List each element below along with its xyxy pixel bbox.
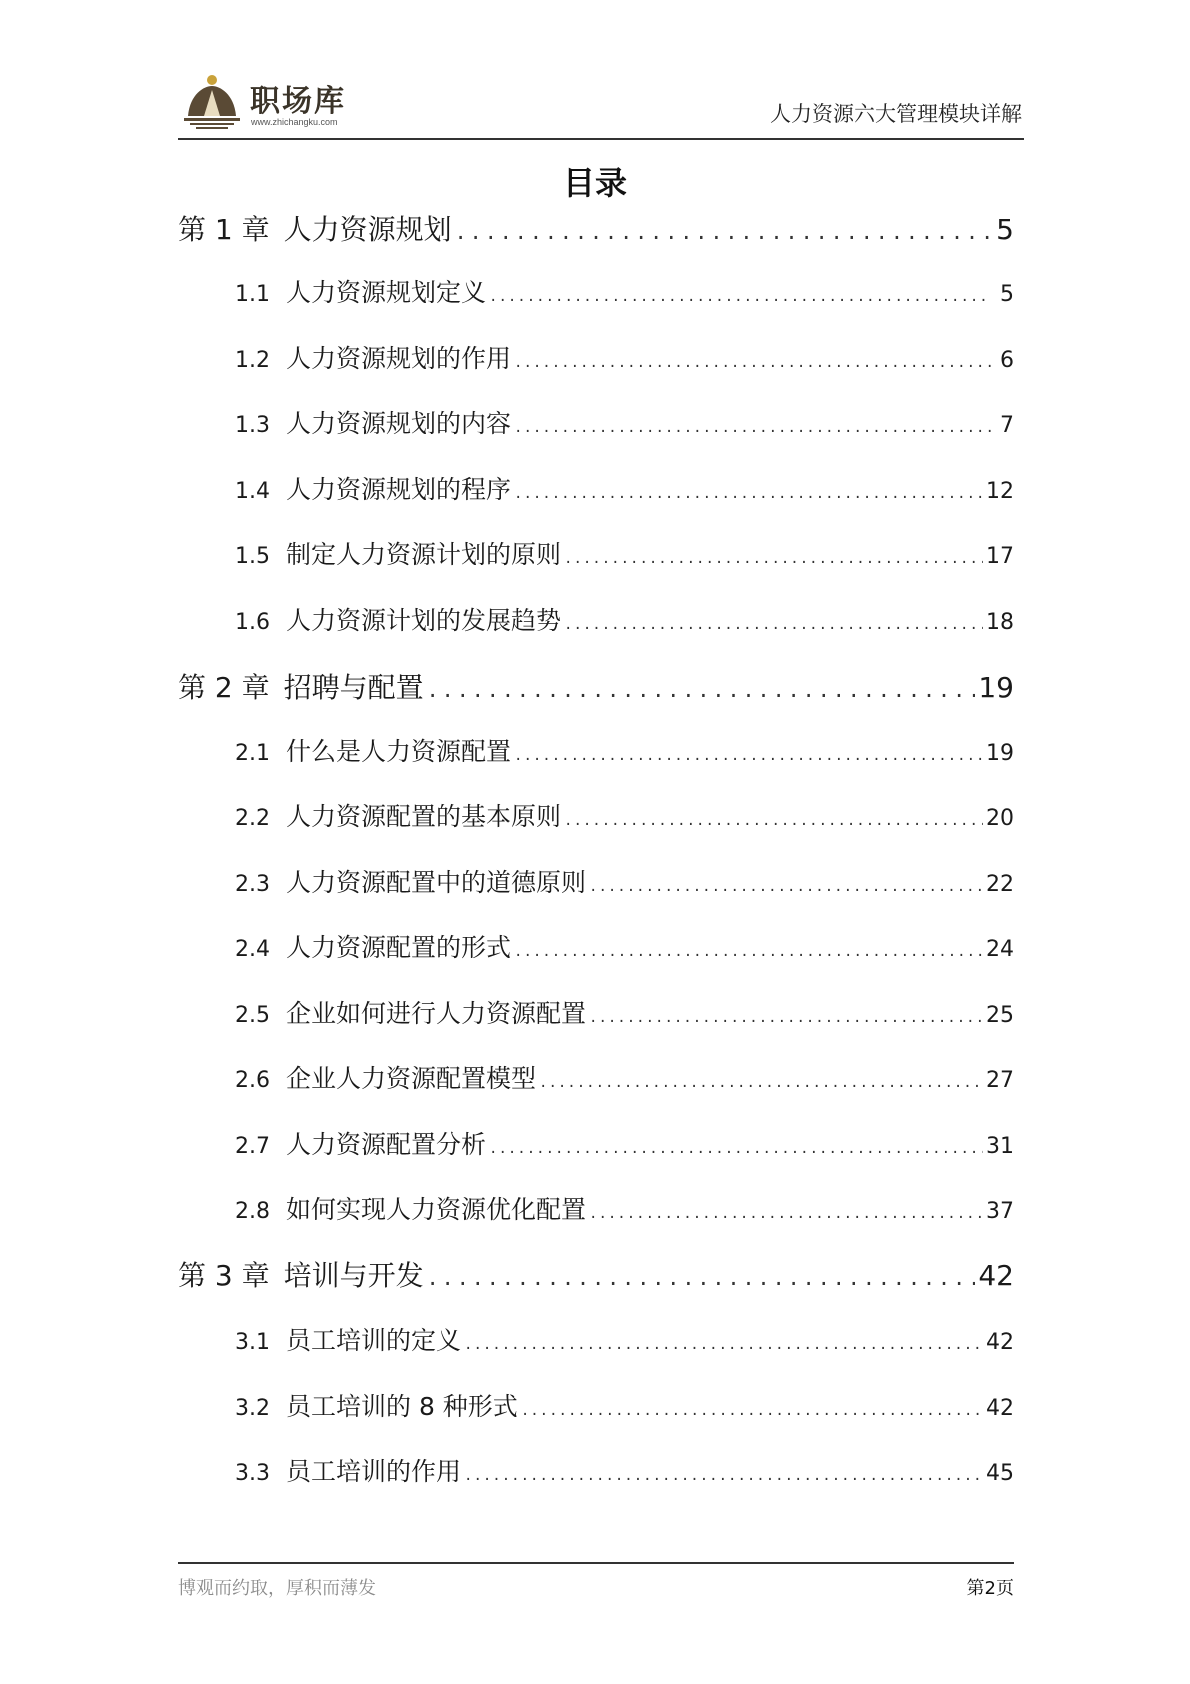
logo-icon: [182, 72, 246, 132]
toc-number: 第 3 章: [178, 1259, 270, 1292]
logo-url: www.zhichangku.com: [251, 117, 338, 127]
toc-page: 7: [1000, 413, 1014, 438]
dot-leader: [521, 1403, 983, 1419]
toc-label: 人力资源规划的内容: [286, 409, 512, 438]
toc-label: 人力资源规划的作用: [286, 344, 512, 373]
toc-label: 人力资源计划的发展趋势: [286, 606, 562, 635]
toc-chapter[interactable]: [178, 666, 1014, 706]
toc-section[interactable]: [235, 1387, 1014, 1423]
toc-label: 培训与开发: [283, 1259, 424, 1292]
logo-text: 职场库: [250, 84, 346, 119]
toc-page: 42: [986, 1330, 1014, 1355]
toc-label: 人力资源规划定义: [286, 278, 487, 307]
toc-number: 1.5: [235, 544, 270, 569]
dot-leader: [455, 220, 991, 244]
dot-leader: [589, 1010, 983, 1026]
logo: [178, 70, 378, 134]
dot-leader: [514, 355, 991, 371]
toc-label: 员工培训的 8 种形式: [286, 1392, 518, 1421]
dot-leader: [589, 1206, 983, 1222]
toc-section[interactable]: [235, 928, 1014, 964]
toc-label: 人力资源配置分析: [286, 1130, 487, 1159]
dot-leader: [514, 748, 983, 764]
dot-leader: [489, 289, 991, 305]
dot-leader: [489, 1141, 983, 1157]
toc-number: 1.6: [235, 610, 270, 635]
toc-page: 20: [986, 806, 1014, 831]
toc-page: 27: [986, 1068, 1014, 1093]
toc-label: 人力资源规划: [283, 213, 452, 246]
toc-page: 5: [996, 213, 1014, 246]
toc-label: 制定人力资源计划的原则: [286, 540, 562, 569]
toc-page: 17: [986, 544, 1014, 569]
toc-number: 2.6: [235, 1068, 270, 1093]
toc-number: 2.1: [235, 741, 270, 766]
toc-section[interactable]: [235, 470, 1014, 506]
toc-page: 42: [978, 1259, 1014, 1292]
dot-leader: [514, 944, 983, 960]
dot-leader: [539, 1075, 983, 1091]
dot-leader: [589, 879, 983, 895]
toc-page: 6: [1000, 348, 1014, 373]
dot-leader: [464, 1337, 983, 1353]
toc-label: 企业人力资源配置模型: [286, 1064, 537, 1093]
toc-label: 人力资源配置的形式: [286, 933, 512, 962]
toc-number: 2.3: [235, 872, 270, 897]
toc-number: 2.8: [235, 1199, 270, 1224]
toc-page: 42: [986, 1396, 1014, 1421]
toc-section[interactable]: [235, 1321, 1014, 1357]
toc-section[interactable]: [235, 1190, 1014, 1226]
dot-leader: [564, 617, 983, 633]
footer-motto: 博观而约取，厚积而薄发: [178, 1578, 376, 1599]
dot-leader: [514, 486, 983, 502]
toc-page: 19: [986, 741, 1014, 766]
toc-label: 员工培训的定义: [286, 1326, 462, 1355]
toc-label: 如何实现人力资源优化配置: [286, 1195, 587, 1224]
toc-number: 1.3: [235, 413, 270, 438]
toc-section[interactable]: [235, 1059, 1014, 1095]
toc-label: 什么是人力资源配置: [286, 737, 512, 766]
toc-title: 目录: [562, 164, 627, 202]
toc-section[interactable]: [235, 601, 1014, 637]
dot-leader: [464, 1468, 983, 1484]
toc-section[interactable]: [235, 732, 1014, 768]
dot-leader: [427, 678, 976, 702]
toc-page: 5: [1000, 282, 1014, 307]
page-footer: [178, 1562, 1014, 1604]
toc-page: 24: [986, 937, 1014, 962]
toc-section[interactable]: [235, 863, 1014, 899]
toc-number: 1.2: [235, 348, 270, 373]
toc-number: 2.2: [235, 806, 270, 831]
toc-chapter[interactable]: [178, 1254, 1014, 1294]
page-number: 第2页: [966, 1578, 1014, 1599]
toc-section[interactable]: [235, 994, 1014, 1030]
toc-number: 2.7: [235, 1134, 270, 1159]
toc-section[interactable]: [235, 273, 1014, 309]
dot-leader: [514, 420, 991, 436]
toc-section[interactable]: [235, 339, 1014, 375]
toc-page: 12: [986, 479, 1014, 504]
toc-number: 1.4: [235, 479, 270, 504]
toc-page: 31: [986, 1134, 1014, 1159]
toc-number: 3.2: [235, 1396, 270, 1421]
dot-leader: [564, 813, 983, 829]
toc-page: 18: [986, 610, 1014, 635]
toc-section[interactable]: [235, 404, 1014, 440]
toc-label: 人力资源配置的基本原则: [286, 802, 562, 831]
toc-number: 2.4: [235, 937, 270, 962]
toc-number: 3.1: [235, 1330, 270, 1355]
toc-number: 3.3: [235, 1461, 270, 1486]
toc-page: 45: [986, 1461, 1014, 1486]
document-title: 人力资源六大管理模块详解: [770, 102, 1022, 126]
toc-page: 25: [986, 1003, 1014, 1028]
toc-section[interactable]: [235, 797, 1014, 833]
toc-number: 2.5: [235, 1003, 270, 1028]
dot-leader: [427, 1266, 976, 1290]
toc-section[interactable]: [235, 1125, 1014, 1161]
toc-section[interactable]: [235, 1452, 1014, 1488]
toc-number: 第 2 章: [178, 671, 270, 704]
toc-number: 1.1: [235, 282, 270, 307]
toc-label: 人力资源配置中的道德原则: [286, 868, 587, 897]
toc-number: 第 1 章: [178, 213, 270, 246]
toc-page: 37: [986, 1199, 1014, 1224]
toc-page: 22: [986, 872, 1014, 897]
toc-label: 人力资源规划的程序: [286, 475, 512, 504]
toc-chapter[interactable]: [178, 208, 1014, 248]
page-header: [178, 60, 1024, 140]
toc-label: 招聘与配置: [283, 671, 424, 704]
toc-label: 员工培训的作用: [286, 1457, 462, 1486]
toc-section[interactable]: [235, 535, 1014, 571]
dot-leader: [564, 551, 983, 567]
toc-page: 19: [978, 671, 1014, 704]
toc-label: 企业如何进行人力资源配置: [286, 999, 587, 1028]
